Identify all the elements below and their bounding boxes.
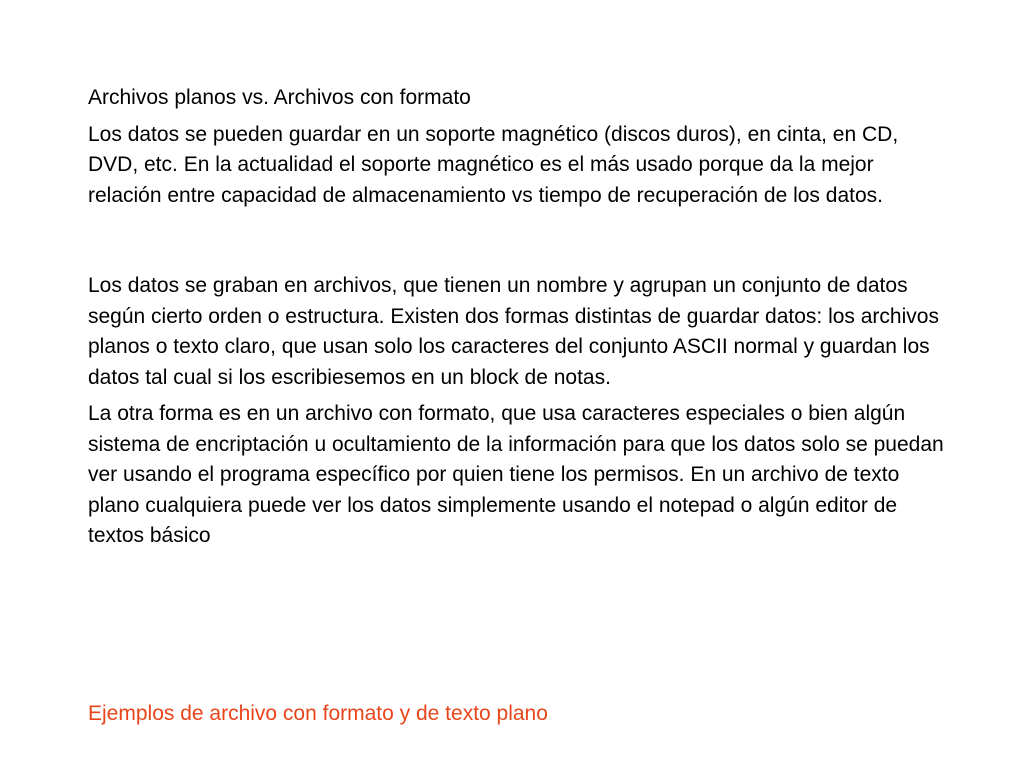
slide-heading: Archivos planos vs. Archivos con formato — [88, 86, 471, 109]
paragraph-plain-files: Los datos se graban en archivos, que tienen un nombre y agrupan un conjunto de datos según cierto orden o estructura. Existen dos formas distintas de guardar datos: los archivos planos o texto claro, que usan solo los caracteres del conjunto ASCII normal y guardan los datos tal cual si los escribiesemos en un block de notas. — [88, 274, 939, 389]
examples-link[interactable]: Ejemplos de archivo con formato y de texto plano — [88, 702, 548, 725]
paragraph-storage-media: Los datos se pueden guardar en un soporte magnético (discos duros), en cinta, en CD, DVD, etc. En la actualidad el soporte magnético es el más usado porque da la mejor relación entre capacidad de almacenamiento vs tiempo de recuperación de los datos. — [88, 122, 899, 207]
slide-content — [88, 83, 948, 552]
paragraph-formatted-files: La otra forma es en un archivo con formato, que usa caracteres especiales o bien algún sistema de encriptación u ocultamiento de la información para que los datos solo se puedan ver usando el programa específico por quien tiene los permisos. En un archivo de texto plano cualquiera puede ver los datos simplemente usando el notepad o algún editor de textos básico — [88, 402, 944, 547]
